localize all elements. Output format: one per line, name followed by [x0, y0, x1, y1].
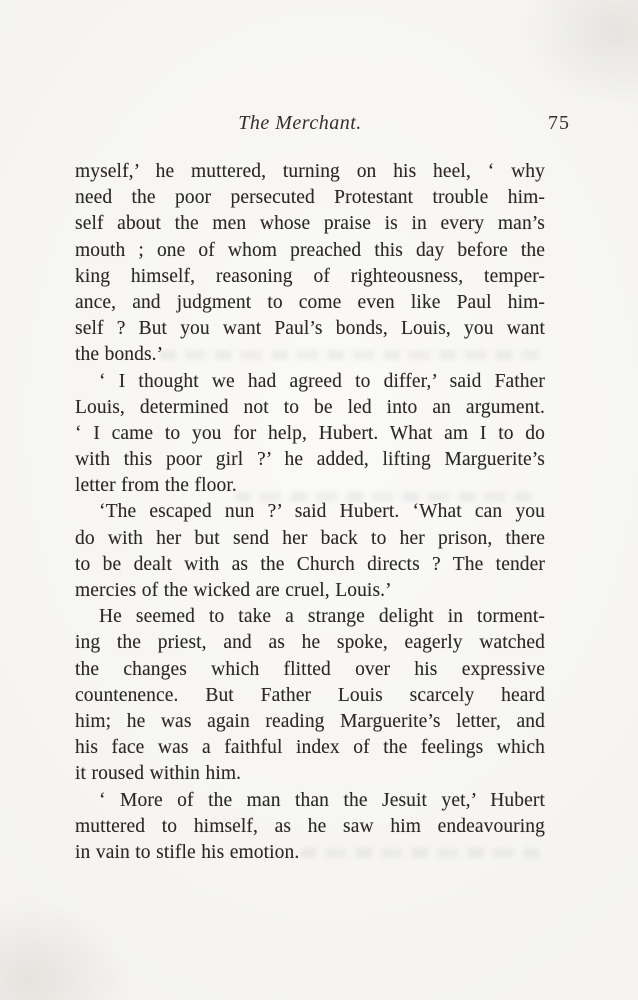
page-number: 75: [548, 112, 570, 134]
text-line: Louis, determined not to be led into an argument.: [75, 396, 545, 418]
paragraph: [75, 604, 545, 787]
text-line: letter from the floor.: [75, 475, 237, 497]
scan-shadow: [0, 900, 130, 1000]
text-line: his face was a faithful index of the feelings which: [75, 737, 545, 759]
text-line: ing the priest, and as he spoke, eagerly watched: [75, 632, 545, 654]
body-text: [75, 159, 545, 866]
running-header: [75, 108, 545, 138]
scan-shadow: [518, 0, 638, 110]
text-line: need the poor persecuted Protestant trouble him-: [75, 187, 545, 209]
paragraph: [75, 788, 545, 867]
text-line: muttered to himself, as he saw him endeavouring: [75, 815, 545, 837]
text-line: him; he was again reading Marguerite’s letter, and: [75, 710, 545, 732]
text-line: it roused within him.: [75, 763, 242, 785]
text-line: do with her but send her back to her prison, there: [75, 527, 545, 549]
paragraph: [75, 159, 545, 369]
text-line: ‘ I thought we had agreed to differ,’ said Father: [99, 370, 545, 392]
text-line: mouth ; one of whom preached this day before the: [75, 239, 545, 261]
text-line: in vain to stifle his emotion.: [75, 841, 300, 863]
page-title: The Merchant.: [238, 112, 362, 134]
text-line: to be dealt with as the Church directs ? The tender: [75, 553, 545, 575]
text-line: the changes which flitted over his expressive: [75, 658, 545, 680]
text-line: self ? But you want Paul’s bonds, Louis, you want: [75, 318, 545, 340]
text-line: self about the men whose praise is in every man’s: [75, 213, 545, 235]
text-line: ance, and judgment to come even like Paul him-: [75, 291, 545, 313]
paragraph: [75, 499, 545, 604]
text-line: countenence. But Father Louis scarcely heard: [75, 684, 545, 706]
text-line: ‘ More of the man than the Jesuit yet,’ Hubert: [99, 789, 545, 811]
text-line: the bonds.’: [75, 344, 164, 366]
text-line: He seemed to take a strange delight in torment-: [99, 606, 545, 628]
text-line: with this poor girl ?’ he added, lifting Marguerite’s: [75, 449, 545, 471]
text-line: mercies of the wicked are cruel, Louis.’: [75, 580, 392, 601]
paragraph: [75, 369, 545, 500]
text-line: myself,’ he muttered, turning on his heel, ‘ why: [75, 161, 545, 182]
text-line: ‘ I came to you for help, Hubert. What am I to do: [75, 422, 545, 444]
text-line: king himself, reasoning of righteousness, temper-: [75, 265, 545, 287]
text-line: ‘The escaped nun ?’ said Hubert. ‘What can you: [99, 501, 545, 523]
